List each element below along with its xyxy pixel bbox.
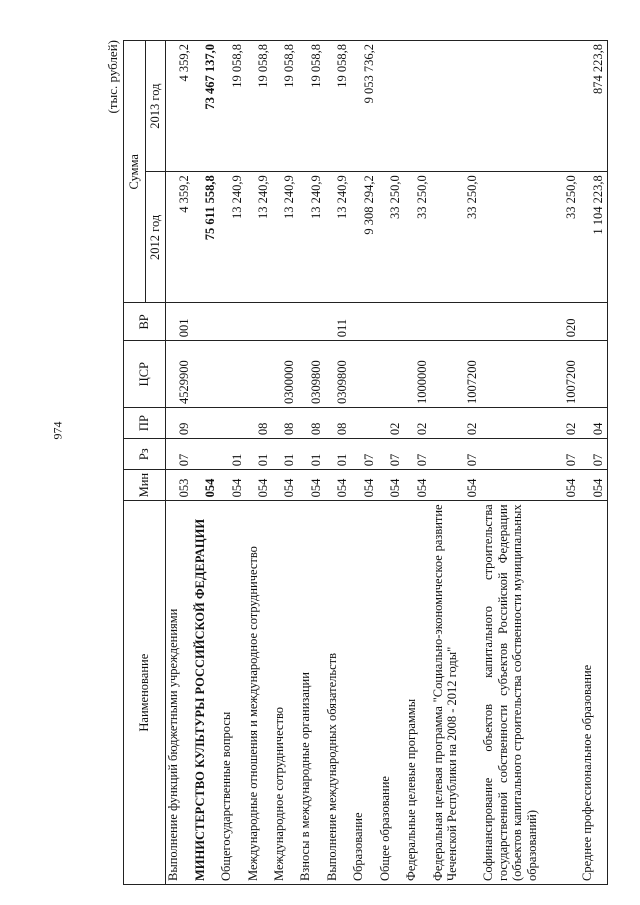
row-csr xyxy=(580,341,607,408)
budget-table xyxy=(123,40,608,885)
row-csr: 0309800 xyxy=(298,341,324,408)
row-min: 054 xyxy=(193,470,219,501)
header-year-2012: 2012 год xyxy=(146,172,166,303)
row-vr xyxy=(378,303,404,341)
row-sum-2013 xyxy=(404,41,430,172)
row-name: МИНИСТЕРСТВО КУЛЬТУРЫ РОССИЙСКОЙ ФЕДЕРАЦИИ xyxy=(193,501,219,885)
row-csr xyxy=(219,341,245,408)
row-pr: 08 xyxy=(298,408,324,439)
row-name: Выполнение международных обязательств xyxy=(325,501,351,885)
row-rz: 07 xyxy=(580,439,607,470)
header-year-2013: 2013 год xyxy=(146,41,166,172)
row-rz xyxy=(193,439,219,470)
row-name: Софинансирование объектов капитального строительства государственной собственности субъектов Российской Федерации (объектов капитального строительства собственности муниципальных образований) xyxy=(481,501,580,885)
row-sum-2012: 9 308 294,2 xyxy=(351,172,377,303)
rotated-page-content xyxy=(103,40,608,885)
header-rz: Рз xyxy=(124,439,166,470)
row-sum-2012: 4 359,2 xyxy=(166,172,193,303)
row-min: 054 xyxy=(481,470,580,501)
row-pr: 08 xyxy=(272,408,298,439)
table-row xyxy=(351,41,377,885)
row-rz: 07 xyxy=(378,439,404,470)
row-pr: 08 xyxy=(246,408,272,439)
row-rz: 01 xyxy=(219,439,245,470)
row-pr: 02 xyxy=(431,408,481,439)
row-rz: 01 xyxy=(272,439,298,470)
row-sum-2012: 33 250,0 xyxy=(404,172,430,303)
row-name: Международные отношения и международное сотрудничество xyxy=(246,501,272,885)
row-sum-2013: 4 359,2 xyxy=(166,41,193,172)
row-min: 054 xyxy=(246,470,272,501)
row-min: 054 xyxy=(325,470,351,501)
row-pr: 02 xyxy=(481,408,580,439)
row-vr: 001 xyxy=(166,303,193,341)
row-pr: 08 xyxy=(325,408,351,439)
row-name: Международное сотрудничество xyxy=(272,501,298,885)
row-csr xyxy=(246,341,272,408)
row-name: Федеральная целевая программа "Социально-экономическое развитие Чеченской Республики на 2008 - 2012 годы" xyxy=(431,501,481,885)
row-pr: 09 xyxy=(166,408,193,439)
table-row xyxy=(580,41,607,885)
row-vr xyxy=(246,303,272,341)
row-rz: 07 xyxy=(404,439,430,470)
row-sum-2013: 874 223,8 xyxy=(580,41,607,172)
row-vr xyxy=(193,303,219,341)
row-csr: 0309800 xyxy=(325,341,351,408)
row-min: 054 xyxy=(298,470,324,501)
row-sum-2012: 33 250,0 xyxy=(481,172,580,303)
row-csr: 1000000 xyxy=(404,341,430,408)
row-vr xyxy=(298,303,324,341)
table-row xyxy=(378,41,404,885)
header-name: Наименование xyxy=(124,501,166,885)
row-vr: 011 xyxy=(325,303,351,341)
row-rz: 07 xyxy=(481,439,580,470)
row-csr: 0300000 xyxy=(272,341,298,408)
row-vr xyxy=(219,303,245,341)
table-row xyxy=(404,41,430,885)
row-rz: 07 xyxy=(351,439,377,470)
header-sum: Сумма xyxy=(124,41,146,303)
row-min: 054 xyxy=(219,470,245,501)
row-sum-2012: 33 250,0 xyxy=(378,172,404,303)
row-sum-2013 xyxy=(431,41,481,172)
row-pr: 04 xyxy=(580,408,607,439)
table-row xyxy=(431,41,481,885)
row-min: 054 xyxy=(404,470,430,501)
header-csr: ЦСР xyxy=(124,341,166,408)
units-note: (тыс. рублей) xyxy=(105,40,120,114)
row-rz: 01 xyxy=(246,439,272,470)
row-min: 054 xyxy=(378,470,404,501)
header-pr: ПР xyxy=(124,408,166,439)
row-csr: 4529900 xyxy=(166,341,193,408)
page-number: 974 xyxy=(50,421,65,440)
row-vr xyxy=(404,303,430,341)
row-vr xyxy=(351,303,377,341)
row-vr: 020 xyxy=(481,303,580,341)
row-vr xyxy=(431,303,481,341)
row-min: 054 xyxy=(272,470,298,501)
row-pr xyxy=(219,408,245,439)
row-name: Общее образование xyxy=(378,501,404,885)
row-name: Общегосударственные вопросы xyxy=(219,501,245,885)
table-row xyxy=(272,41,298,885)
row-min: 054 xyxy=(580,470,607,501)
row-pr: 02 xyxy=(404,408,430,439)
row-min: 054 xyxy=(431,470,481,501)
row-rz: 07 xyxy=(166,439,193,470)
row-sum-2013: 9 053 736,2 xyxy=(351,41,377,172)
row-name: Выполнение функций бюджетными учреждениями xyxy=(166,501,193,885)
row-sum-2012: 13 240,9 xyxy=(325,172,351,303)
row-name: Федеральные целевые программы xyxy=(404,501,430,885)
row-sum-2012: 13 240,9 xyxy=(298,172,324,303)
row-sum-2012: 33 250,0 xyxy=(431,172,481,303)
row-vr xyxy=(580,303,607,341)
row-vr xyxy=(272,303,298,341)
table-row xyxy=(325,41,351,885)
row-pr xyxy=(351,408,377,439)
row-csr xyxy=(378,341,404,408)
row-min: 054 xyxy=(351,470,377,501)
row-csr: 1007200 xyxy=(431,341,481,408)
row-rz: 01 xyxy=(298,439,324,470)
row-sum-2013: 19 058,8 xyxy=(246,41,272,172)
row-csr: 1007200 xyxy=(481,341,580,408)
header-vr: ВР xyxy=(124,303,166,341)
row-name: Образование xyxy=(351,501,377,885)
row-sum-2013: 19 058,8 xyxy=(325,41,351,172)
table-body xyxy=(166,41,608,885)
row-sum-2012: 13 240,9 xyxy=(246,172,272,303)
header-min: Мин xyxy=(124,470,166,501)
row-pr xyxy=(193,408,219,439)
row-csr xyxy=(193,341,219,408)
row-name: Взносы в международные организации xyxy=(298,501,324,885)
row-sum-2013 xyxy=(378,41,404,172)
table-row xyxy=(298,41,324,885)
table-row xyxy=(193,41,219,885)
row-sum-2013 xyxy=(481,41,580,172)
row-sum-2013: 19 058,8 xyxy=(272,41,298,172)
row-sum-2012: 75 611 558,8 xyxy=(193,172,219,303)
row-pr: 02 xyxy=(378,408,404,439)
row-min: 053 xyxy=(166,470,193,501)
row-sum-2013: 73 467 137,0 xyxy=(193,41,219,172)
row-sum-2012: 13 240,9 xyxy=(219,172,245,303)
row-sum-2013: 19 058,8 xyxy=(298,41,324,172)
table-row xyxy=(219,41,245,885)
row-sum-2012: 1 104 223,8 xyxy=(580,172,607,303)
table-row xyxy=(481,41,580,885)
row-sum-2013: 19 058,8 xyxy=(219,41,245,172)
row-csr xyxy=(351,341,377,408)
row-rz: 07 xyxy=(431,439,481,470)
row-name: Среднее профессиональное образование xyxy=(580,501,607,885)
table-row xyxy=(166,41,193,885)
table-row xyxy=(246,41,272,885)
row-sum-2012: 13 240,9 xyxy=(272,172,298,303)
row-rz: 01 xyxy=(325,439,351,470)
table-header xyxy=(124,41,166,885)
